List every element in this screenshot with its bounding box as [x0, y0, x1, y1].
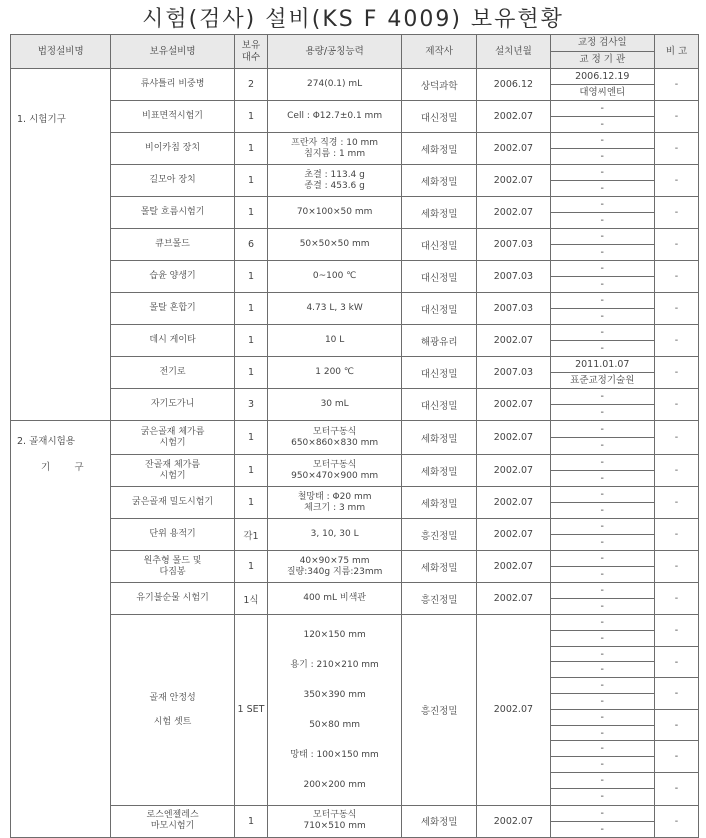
equipment-capacity: 1 200 ℃: [268, 357, 402, 389]
remark-cell: -: [655, 101, 699, 133]
equipment-maker: 세화정밀: [402, 421, 477, 455]
equipment-capacity: 4.73 L, 3 kW: [268, 293, 402, 325]
install-year: 2002.07: [477, 389, 550, 421]
calibration-org: 표준교정기술원: [570, 375, 635, 386]
calibration-date: -: [551, 293, 655, 309]
table-row: [11, 293, 699, 325]
equipment-capacity: 10 L: [268, 325, 402, 357]
calibration-org: -: [600, 537, 604, 548]
equipment-count: 각1: [234, 519, 267, 551]
calibration-date: -: [551, 389, 655, 405]
calibration-date: -: [551, 325, 655, 341]
calibration-cell: [550, 487, 655, 519]
category-aggregate-instruments: [11, 421, 111, 838]
equipment-name: 비표면적시험기: [111, 101, 234, 133]
calibration-date: -: [551, 133, 655, 149]
header-calib-org: 교 정 기 관: [550, 52, 655, 69]
remark-cell: -: [655, 229, 699, 261]
capacity-line: 50×80 mm: [309, 719, 361, 730]
equipment-name: 비이카침 장치: [111, 133, 234, 165]
calibration-cell: [550, 101, 655, 133]
calibration-cell: [550, 389, 655, 421]
calibration-org: -: [600, 343, 604, 354]
equipment-capacity: 모터구동식 950×470×900 mm: [268, 455, 402, 487]
category-test-instruments: 1. 시험기구: [11, 69, 111, 421]
calibration-org: -: [600, 601, 604, 612]
calibration-org: -: [600, 311, 604, 322]
table-row: [11, 261, 699, 293]
equipment-count: 1: [234, 261, 267, 293]
equipment-name: 굵은골재 밀도시험기: [111, 487, 234, 519]
equipment-name: 로스엔젤레스 마모시험기: [111, 805, 234, 837]
calibration-org: 대영씨엔티: [579, 87, 626, 98]
remark-cell: -: [655, 293, 699, 325]
equipment-count: 1: [234, 293, 267, 325]
calibration-org: -: [600, 151, 604, 162]
remark-cell: -: [655, 165, 699, 197]
calibration-org: -: [600, 505, 604, 516]
calibration-date: -: [551, 261, 655, 277]
calibration-date: -: [551, 229, 655, 245]
table-row: [11, 551, 699, 583]
calibration-date: -: [551, 101, 655, 117]
equipment-maker: 흥진정밀: [402, 583, 477, 615]
calibration-cell: [550, 325, 655, 357]
header-maker: 제작사: [402, 35, 477, 69]
table-row: [11, 487, 699, 519]
equipment-capacity: 50×50×50 mm: [268, 229, 402, 261]
calibration-sub: -: [551, 662, 655, 678]
page-title: 시험(검사) 설비(KS F 4009) 보유현황: [142, 7, 564, 32]
table-row: [11, 229, 699, 261]
table-row: [11, 325, 699, 357]
calibration-sub: -: [551, 631, 655, 647]
capacity-line: 망태 : 100×150 mm: [290, 749, 379, 760]
equipment-capacity: 70×100×50 mm: [268, 197, 402, 229]
equipment-name: 원추형 몰드 및 다짐봉: [111, 551, 234, 583]
remark-sub: -: [655, 741, 698, 773]
calibration-sub: -: [551, 694, 655, 710]
equipment-capacity: 초결 : 113.4 g 종결 : 453.6 g: [268, 165, 402, 197]
remark-cell: -: [655, 69, 699, 101]
calibration-date: -: [551, 455, 655, 471]
install-year: 2002.07: [477, 455, 550, 487]
equipment-capacity: 400 mL 비색관: [268, 583, 402, 615]
calibration-sub: -: [551, 726, 655, 742]
equipment-name: 유기불순물 시험기: [111, 583, 234, 615]
install-year: 2002.07: [477, 519, 550, 551]
calibration-cell: [550, 551, 655, 583]
equipment-name: [111, 615, 234, 806]
remark-cell: -: [655, 325, 699, 357]
table-row: [11, 583, 699, 615]
equipment-count: 1: [234, 325, 267, 357]
remark-cell: -: [655, 805, 699, 837]
header-calib-date: 교정 검사일: [550, 35, 655, 52]
calibration-org: -: [600, 183, 604, 194]
table-row: [11, 69, 699, 101]
equipment-maker: 대신정밀: [402, 261, 477, 293]
equipment-count: 1: [234, 551, 267, 583]
install-year: 2002.07: [477, 101, 550, 133]
table-row: [11, 519, 699, 551]
install-year: 2002.07: [477, 805, 550, 837]
equipment-name: 데시 게이타: [111, 325, 234, 357]
calibration-date: 2011.01.07: [551, 357, 655, 373]
install-year: 2002.07: [477, 421, 550, 455]
calibration-org: -: [600, 823, 604, 835]
equipment-maker: 대신정밀: [402, 101, 477, 133]
equipment-capacity: 모터구동식 650×860×830 mm: [268, 421, 402, 455]
name-line: 시험 셋트: [153, 716, 192, 727]
capacity-line: 200×200 mm: [303, 779, 366, 790]
header-owned-name: 보유설비명: [111, 35, 234, 69]
remark-cell: [655, 615, 699, 806]
equipment-count: 1: [234, 805, 267, 837]
equipment-maker: 세화정밀: [402, 805, 477, 837]
equipment-capacity: 274(0.1) mL: [268, 69, 402, 101]
calibration-date: -: [551, 583, 655, 599]
install-year: 2002.07: [477, 551, 550, 583]
calibration-cell: [550, 229, 655, 261]
table-row: [11, 615, 699, 806]
table-row: [11, 421, 699, 455]
calibration-date: 2006.12.19: [551, 69, 655, 85]
table-row: [11, 197, 699, 229]
equipment-maker: 대신정밀: [402, 389, 477, 421]
calibration-cell: [550, 69, 655, 101]
calibration-sub: -: [551, 741, 655, 757]
table-row: [11, 165, 699, 197]
install-year: 2002.07: [477, 487, 550, 519]
install-year: 2007.03: [477, 293, 550, 325]
remark-sub: -: [655, 647, 698, 679]
header-remarks: 비 고: [655, 35, 699, 69]
equipment-count: 1: [234, 357, 267, 389]
equipment-count: 1: [234, 421, 267, 455]
equipment-name: 자기도가니: [111, 389, 234, 421]
calibration-date: -: [551, 519, 655, 535]
remark-cell: -: [655, 455, 699, 487]
calibration-org: -: [600, 407, 604, 418]
equipment-name: 류샤틀리 비중병: [111, 69, 234, 101]
equipment-maker: 대신정밀: [402, 357, 477, 389]
table-row: [11, 133, 699, 165]
equipment-maker: 해광유리: [402, 325, 477, 357]
equipment-count: 2: [234, 69, 267, 101]
calibration-cell: [550, 421, 655, 455]
calibration-sub: -: [551, 615, 655, 631]
calibration-org: -: [600, 247, 604, 258]
calibration-date: -: [551, 806, 655, 822]
calibration-org: -: [600, 473, 604, 484]
table-row: [11, 101, 699, 133]
equipment-capacity: Cell : Φ12.7±0.1 mm: [268, 101, 402, 133]
equipment-name: 굵은골재 체가름 시험기: [111, 421, 234, 455]
equipment-capacity: 모터구동식 710×510 mm: [268, 805, 402, 837]
table-row: [11, 357, 699, 389]
calibration-cell: [550, 357, 655, 389]
calibration-org: -: [600, 440, 604, 451]
capacity-line: 용기 : 210×210 mm: [290, 659, 379, 670]
remark-cell: -: [655, 551, 699, 583]
equipment-count: 1: [234, 455, 267, 487]
equipment-name: 단위 용적기: [111, 519, 234, 551]
calibration-sub: -: [551, 678, 655, 694]
equipment-maker: 상덕과학: [402, 69, 477, 101]
header-count: 보유 대수: [234, 35, 267, 69]
calibration-cell: [550, 615, 655, 806]
remark-cell: -: [655, 421, 699, 455]
equipment-count: 1: [234, 165, 267, 197]
category-line: 기 구: [41, 462, 84, 473]
calibration-date: -: [551, 422, 655, 438]
install-year: 2007.03: [477, 261, 550, 293]
equipment-maker: 대신정밀: [402, 229, 477, 261]
remark-cell: -: [655, 133, 699, 165]
equipment-maker: 흥진정밀: [402, 615, 477, 806]
calibration-date: -: [551, 551, 655, 567]
install-year: 2002.07: [477, 325, 550, 357]
remark-cell: -: [655, 261, 699, 293]
equipment-name: 잔골재 체가름 시험기: [111, 455, 234, 487]
remark-sub: -: [674, 782, 679, 794]
equipment-name: 습윤 양생기: [111, 261, 234, 293]
remark-sub: -: [655, 678, 698, 710]
table-row: [11, 805, 699, 837]
calibration-sub: -: [600, 790, 604, 802]
equipment-capacity: [268, 615, 402, 806]
equipment-maker: 흥진정밀: [402, 519, 477, 551]
capacity-line: 120×150 mm: [303, 629, 366, 640]
equipment-name: 전기로: [111, 357, 234, 389]
equipment-capacity: 프란자 직경 : 10 mm 침지름 : 1 mm: [268, 133, 402, 165]
remark-sub: -: [655, 615, 698, 647]
remark-cell: -: [655, 519, 699, 551]
calibration-org: -: [600, 279, 604, 290]
equipment-capacity: 30 mL: [268, 389, 402, 421]
equipment-maker: 세화정밀: [402, 455, 477, 487]
calibration-sub: -: [551, 773, 655, 789]
install-year: 2002.07: [477, 583, 550, 615]
equipment-maker: 세화정밀: [402, 165, 477, 197]
equipment-maker: 대신정밀: [402, 293, 477, 325]
calibration-cell: [550, 293, 655, 325]
install-year: 2007.03: [477, 229, 550, 261]
equipment-count: 1: [234, 487, 267, 519]
equipment-maker: 세화정밀: [402, 133, 477, 165]
remark-cell: -: [655, 197, 699, 229]
equipment-maker: 세화정밀: [402, 487, 477, 519]
calibration-cell: [550, 133, 655, 165]
equipment-count: 1: [234, 101, 267, 133]
remark-cell: -: [655, 487, 699, 519]
calibration-cell: [550, 583, 655, 615]
header-capacity: 용량/공칭능력: [268, 35, 402, 69]
install-year: 2002.07: [477, 197, 550, 229]
calibration-date: -: [551, 487, 655, 503]
install-year: 2002.07: [477, 615, 550, 806]
calibration-org: -: [600, 215, 604, 226]
equipment-name: 몰탈 흐름시험기: [111, 197, 234, 229]
install-year: 2002.07: [477, 165, 550, 197]
calibration-cell: [550, 805, 655, 837]
install-year: 2006.12: [477, 69, 550, 101]
name-line: 골재 안정성: [149, 692, 196, 703]
remark-sub: -: [655, 710, 698, 742]
equipment-capacity: 3, 10, 30 L: [268, 519, 402, 551]
calibration-date: -: [551, 165, 655, 181]
equipment-table: [10, 34, 699, 838]
calibration-sub: -: [551, 757, 655, 773]
equipment-count: 1식: [234, 583, 267, 615]
calibration-date: -: [551, 197, 655, 213]
remark-cell: -: [655, 583, 699, 615]
equipment-maker: 세화정밀: [402, 551, 477, 583]
equipment-name: 큐브몰드: [111, 229, 234, 261]
equipment-capacity: 40×90×75 mm 질량:340g 지름:23mm: [268, 551, 402, 583]
header-install-year: 설치년월: [477, 35, 550, 69]
calibration-cell: [550, 519, 655, 551]
equipment-maker: 세화정밀: [402, 197, 477, 229]
equipment-count: 1 SET: [234, 615, 267, 806]
equipment-capacity: 철망태 : Φ20 mm 체크기 : 3 mm: [268, 487, 402, 519]
header-law-name: 법정설비명: [11, 35, 111, 69]
equipment-name: 길모아 장치: [111, 165, 234, 197]
calibration-cell: [550, 197, 655, 229]
table-row: [11, 455, 699, 487]
equipment-count: 6: [234, 229, 267, 261]
remark-cell: -: [655, 389, 699, 421]
capacity-line: 350×390 mm: [303, 689, 366, 700]
calibration-cell: [550, 455, 655, 487]
calibration-cell: [550, 165, 655, 197]
install-year: 2007.03: [477, 357, 550, 389]
equipment-capacity: 0~100 ℃: [268, 261, 402, 293]
calibration-sub: -: [551, 710, 655, 726]
install-year: 2002.07: [477, 133, 550, 165]
remark-cell: -: [655, 357, 699, 389]
calibration-org: -: [600, 119, 604, 130]
category-line: 2. 골재시험용: [17, 436, 75, 447]
calibration-cell: [550, 261, 655, 293]
equipment-count: 1: [234, 197, 267, 229]
table-row: [11, 389, 699, 421]
equipment-count: 3: [234, 389, 267, 421]
equipment-count: 1: [234, 133, 267, 165]
calibration-org: -: [600, 569, 604, 580]
calibration-sub: -: [551, 647, 655, 663]
equipment-name: 몰탈 혼합기: [111, 293, 234, 325]
